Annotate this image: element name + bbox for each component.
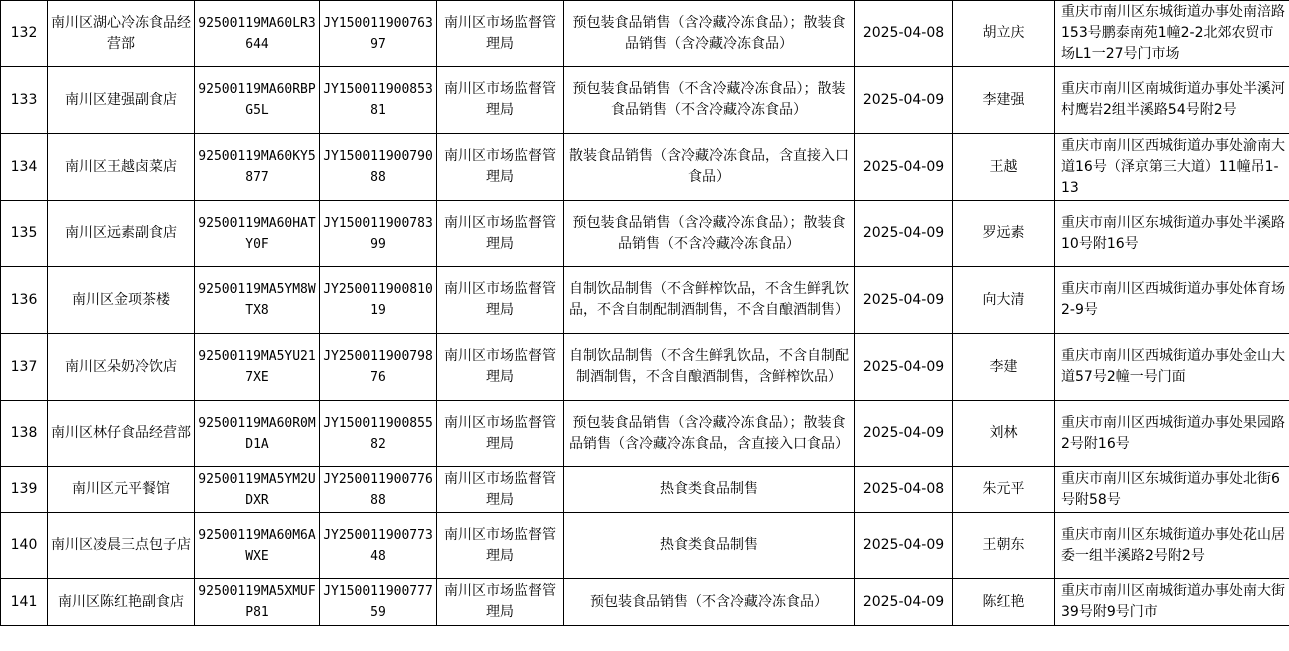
legal-person-cell: 李建 [953, 334, 1055, 401]
business-name-cell: 南川区元平餐馆 [48, 467, 195, 513]
issue-date-cell: 2025-04-08 [855, 467, 953, 513]
credit-code-cell: 92500119MA5YM2UDXR [195, 467, 320, 513]
business-name-cell: 南川区金项茶楼 [48, 267, 195, 334]
license-number-cell: JY15001190085582 [320, 401, 437, 467]
credit-code-cell: 92500119MA60RBPG5L [195, 67, 320, 134]
serial-number-cell: 138 [1, 401, 48, 467]
table-row [1, 67, 1289, 134]
business-name-cell: 南川区陈红艳副食店 [48, 579, 195, 626]
business-scope-cell: 预包装食品销售（不含冷藏冷冻食品）；散装食品销售（不含冷藏冷冻食品） [564, 67, 855, 134]
business-name-cell: 南川区湖心冷冻食品经营部 [48, 1, 195, 67]
table-row [1, 1, 1289, 67]
license-number-cell: JY15001190085381 [320, 67, 437, 134]
business-name-cell: 南川区王越卤菜店 [48, 134, 195, 201]
legal-person-cell: 刘林 [953, 401, 1055, 467]
serial-number-cell: 136 [1, 267, 48, 334]
address-cell: 重庆市南川区东城街道办事处半溪路10号附16号 [1055, 201, 1289, 267]
credit-code-cell: 92500119MA60M6AWXE [195, 513, 320, 579]
legal-person-cell: 王越 [953, 134, 1055, 201]
serial-number-cell: 134 [1, 134, 48, 201]
serial-number-cell: 137 [1, 334, 48, 401]
business-scope-cell: 预包装食品销售（含冷藏冷冻食品）；散装食品销售（不含冷藏冷冻食品） [564, 201, 855, 267]
credit-code-cell: 92500119MA60LR3644 [195, 1, 320, 67]
table-row [1, 201, 1289, 267]
business-scope-cell: 自制饮品制售（不含生鲜乳饮品，不含自制配制酒制售，不含自酿酒制售，含鲜榨饮品） [564, 334, 855, 401]
business-scope-cell: 预包装食品销售（不含冷藏冷冻食品） [564, 579, 855, 626]
serial-number-cell: 141 [1, 579, 48, 626]
business-scope-cell: 预包装食品销售（含冷藏冷冻食品）；散装食品销售（含冷藏冷冻食品） [564, 1, 855, 67]
license-number-cell: JY25001190077348 [320, 513, 437, 579]
issuing-authority-cell: 南川区市场监督管理局 [437, 401, 564, 467]
legal-person-cell: 向大清 [953, 267, 1055, 334]
issuing-authority-cell: 南川区市场监督管理局 [437, 201, 564, 267]
credit-code-cell: 92500119MA5YU217XE [195, 334, 320, 401]
license-number-cell: JY15001190078399 [320, 201, 437, 267]
address-cell: 重庆市南川区西城街道办事处体育场2-9号 [1055, 267, 1289, 334]
business-scope-cell: 散装食品销售（含冷藏冷冻食品，含直接入口食品） [564, 134, 855, 201]
serial-number-cell: 139 [1, 467, 48, 513]
business-name-cell: 南川区凌晨三点包子店 [48, 513, 195, 579]
credit-code-cell: 92500119MA5YM8WTX8 [195, 267, 320, 334]
serial-number-cell: 133 [1, 67, 48, 134]
issue-date-cell: 2025-04-09 [855, 67, 953, 134]
table-row [1, 579, 1289, 626]
address-cell: 重庆市南川区西城街道办事处果园路2号附16号 [1055, 401, 1289, 467]
credit-code-cell: 92500119MA60HATY0F [195, 201, 320, 267]
business-scope-cell: 自制饮品制售（不含鲜榨饮品，不含生鲜乳饮品，不含自制配制酒制售，不含自酿酒制售） [564, 267, 855, 334]
license-number-cell: JY25001190077688 [320, 467, 437, 513]
legal-person-cell: 陈红艳 [953, 579, 1055, 626]
serial-number-cell: 132 [1, 1, 48, 67]
address-cell: 重庆市南川区西城街道办事处金山大道57号2幢一号门面 [1055, 334, 1289, 401]
license-number-cell: JY25001190081019 [320, 267, 437, 334]
address-cell: 重庆市南川区南城街道办事处南大街39号附9号门市 [1055, 579, 1289, 626]
issuing-authority-cell: 南川区市场监督管理局 [437, 67, 564, 134]
business-name-cell: 南川区远素副食店 [48, 201, 195, 267]
issuing-authority-cell: 南川区市场监督管理局 [437, 579, 564, 626]
business-name-cell: 南川区建强副食店 [48, 67, 195, 134]
serial-number-cell: 140 [1, 513, 48, 579]
issuing-authority-cell: 南川区市场监督管理局 [437, 467, 564, 513]
table-row [1, 401, 1289, 467]
business-scope-cell: 预包装食品销售（含冷藏冷冻食品）；散装食品销售（含冷藏冷冻食品，含直接入口食品） [564, 401, 855, 467]
issuing-authority-cell: 南川区市场监督管理局 [437, 1, 564, 67]
issue-date-cell: 2025-04-09 [855, 401, 953, 467]
legal-person-cell: 罗远素 [953, 201, 1055, 267]
credit-code-cell: 92500119MA5XMUFP81 [195, 579, 320, 626]
address-cell: 重庆市南川区东城街道办事处北街6号附58号 [1055, 467, 1289, 513]
issue-date-cell: 2025-04-09 [855, 334, 953, 401]
issue-date-cell: 2025-04-09 [855, 579, 953, 626]
legal-person-cell: 胡立庆 [953, 1, 1055, 67]
issuing-authority-cell: 南川区市场监督管理局 [437, 513, 564, 579]
address-cell: 重庆市南川区东城街道办事处南涪路153号鹏泰南苑1幢2-2北郊农贸市场L1一27号门市场 [1055, 1, 1289, 67]
legal-person-cell: 李建强 [953, 67, 1055, 134]
address-cell: 重庆市南川区西城街道办事处渝南大道16号（泽京第三大道）11幢吊1-13 [1055, 134, 1289, 201]
address-cell: 重庆市南川区南城街道办事处半溪河村鹰岩2组半溪路54号附2号 [1055, 67, 1289, 134]
table-body [1, 1, 1289, 626]
issue-date-cell: 2025-04-08 [855, 1, 953, 67]
table-row [1, 267, 1289, 334]
serial-number-cell: 135 [1, 201, 48, 267]
table-row [1, 513, 1289, 579]
license-number-cell: JY15001190079088 [320, 134, 437, 201]
license-number-cell: JY15001190077759 [320, 579, 437, 626]
issuing-authority-cell: 南川区市场监督管理局 [437, 267, 564, 334]
legal-person-cell: 朱元平 [953, 467, 1055, 513]
credit-code-cell: 92500119MA60R0MD1A [195, 401, 320, 467]
business-scope-cell: 热食类食品制售 [564, 467, 855, 513]
issue-date-cell: 2025-04-09 [855, 267, 953, 334]
table-row [1, 467, 1289, 513]
issue-date-cell: 2025-04-09 [855, 201, 953, 267]
license-number-cell: JY25001190079876 [320, 334, 437, 401]
address-cell: 重庆市南川区东城街道办事处花山居委一组半溪路2号附2号 [1055, 513, 1289, 579]
business-scope-cell: 热食类食品制售 [564, 513, 855, 579]
issuing-authority-cell: 南川区市场监督管理局 [437, 134, 564, 201]
business-name-cell: 南川区林仔食品经营部 [48, 401, 195, 467]
table-row [1, 134, 1289, 201]
business-name-cell: 南川区朵奶冷饮店 [48, 334, 195, 401]
license-number-cell: JY15001190076397 [320, 1, 437, 67]
issuing-authority-cell: 南川区市场监督管理局 [437, 334, 564, 401]
issue-date-cell: 2025-04-09 [855, 513, 953, 579]
table-row [1, 334, 1289, 401]
issue-date-cell: 2025-04-09 [855, 134, 953, 201]
credit-code-cell: 92500119MA60KY5877 [195, 134, 320, 201]
legal-person-cell: 王朝东 [953, 513, 1055, 579]
